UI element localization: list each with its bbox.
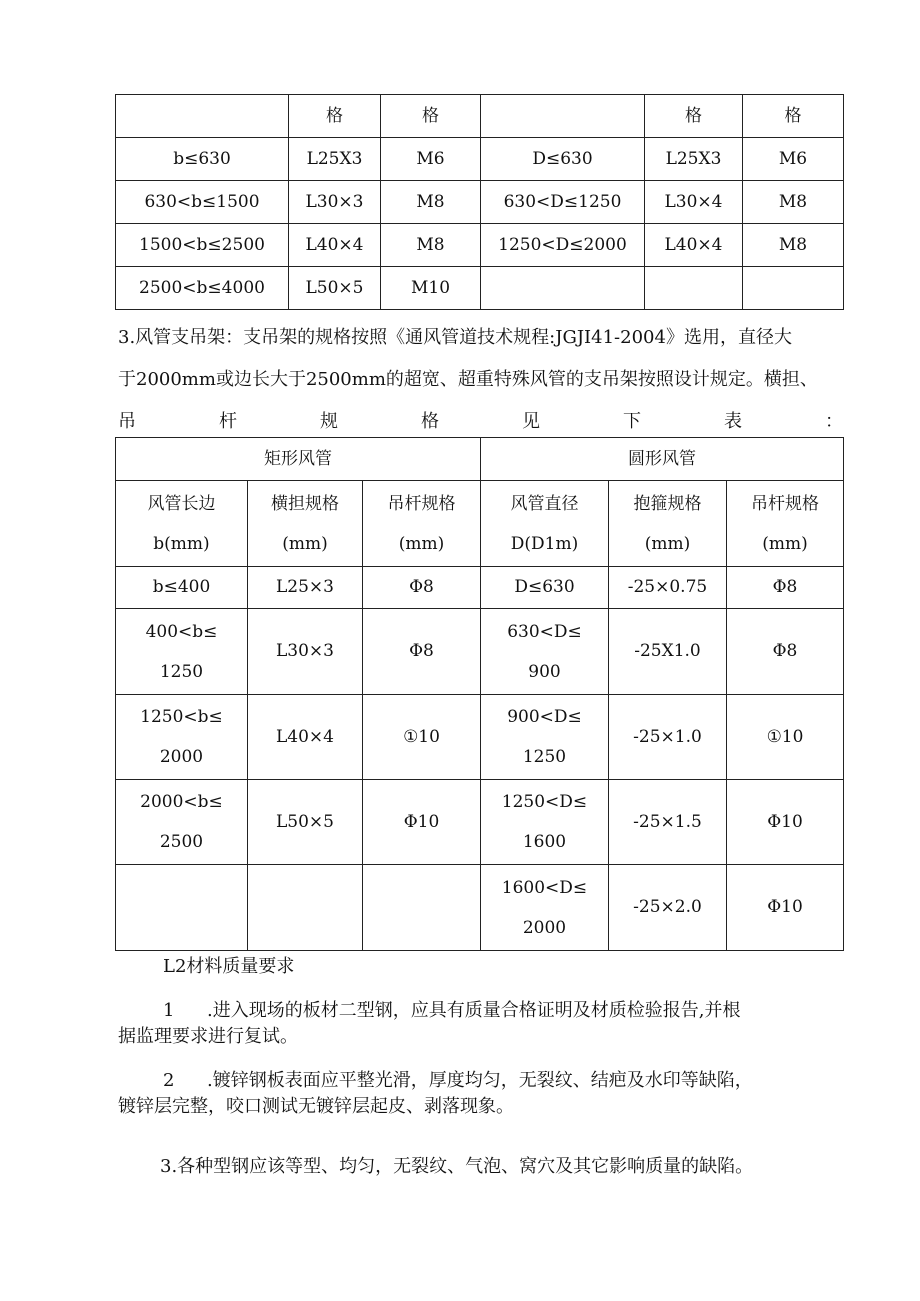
table-cell: D≤630 <box>481 138 645 181</box>
table-cell: b≤630 <box>116 138 289 181</box>
table-cell: L30×3 <box>289 181 381 224</box>
item2-number: 2 <box>163 1070 175 1091</box>
item3-line: 3.各种型钢应该等型、均匀，无裂纹、气泡、窝穴及其它影响质量的缺陷。 <box>160 1156 754 1177</box>
table-cell: M8 <box>743 224 844 267</box>
group-header-rect: 矩形风管 <box>116 438 481 481</box>
table-cell: 格 <box>645 95 743 138</box>
column-header: 风管直径 D(D1m) <box>481 481 609 567</box>
table-cell: L40×4 <box>645 224 743 267</box>
table-cell <box>116 865 248 951</box>
table-cell: 1250<b≤ 2000 <box>116 695 248 780</box>
item1-text: .进入现场的板材二型钢，应具有质量合格证明及材质检验报告,并根 <box>207 1000 741 1021</box>
table-cell: L40×4 <box>248 695 363 780</box>
column-header: 抱箍规格 (mm) <box>609 481 727 567</box>
spread-char: 规 <box>320 411 338 432</box>
table-cell: L25×3 <box>248 567 363 609</box>
table-cell: 2500<b≤4000 <box>116 267 289 310</box>
table-cell: 400<b≤ 1250 <box>116 609 248 695</box>
table-row <box>116 695 844 780</box>
table-cell <box>645 267 743 310</box>
table-cell: Φ10 <box>727 780 844 865</box>
table-cell: L50×5 <box>248 780 363 865</box>
table-cell: ①10 <box>727 695 844 780</box>
spec-table-top <box>115 94 844 310</box>
table-cell: M10 <box>381 267 481 310</box>
table-row <box>116 267 844 310</box>
table-cell <box>481 95 645 138</box>
table-cell <box>116 95 289 138</box>
table-cell: Φ8 <box>363 567 481 609</box>
table-cell: 格 <box>381 95 481 138</box>
table-cell: Φ10 <box>727 865 844 951</box>
spread-char: 见 <box>522 411 540 432</box>
column-header: 横担规格 (mm) <box>248 481 363 567</box>
table-cell: 格 <box>743 95 844 138</box>
table-cell: 630<D≤ 900 <box>481 609 609 695</box>
table-group-header-row <box>116 438 844 481</box>
table-cell: L30×4 <box>645 181 743 224</box>
table-header-row <box>116 481 844 567</box>
table-cell: -25X1.0 <box>609 609 727 695</box>
table-cell: Φ8 <box>727 567 844 609</box>
spread-char: 表 <box>724 411 742 432</box>
spread-char: 吊 <box>118 411 136 432</box>
spread-char: 杆 <box>219 411 237 432</box>
table-cell: ①10 <box>363 695 481 780</box>
table-cell <box>481 267 645 310</box>
item1-number: 1 <box>163 1000 175 1021</box>
table-cell: 900<D≤ 1250 <box>481 695 609 780</box>
table-row <box>116 224 844 267</box>
table-cell: M6 <box>743 138 844 181</box>
spread-char: 格 <box>421 411 439 432</box>
table-cell: 630<b≤1500 <box>116 181 289 224</box>
table-cell: -25×1.5 <box>609 780 727 865</box>
table-cell: Φ8 <box>363 609 481 695</box>
table-cell: 1250<D≤ 1600 <box>481 780 609 865</box>
item1-line2: 据监理要求进行复试。 <box>118 1026 298 1047</box>
column-header: 吊杆规格 (mm) <box>363 481 481 567</box>
table-cell: 1600<D≤ 2000 <box>481 865 609 951</box>
table-cell: M8 <box>743 181 844 224</box>
column-header: 吊杆规格 (mm) <box>727 481 844 567</box>
table-row <box>116 181 844 224</box>
section-heading-l2: L2材料质量要求 <box>163 956 295 977</box>
section3-line2: 于2000mm或边长大于2500mm的超宽、超重特殊风管的支吊架按照设计规定。横担、 <box>118 369 818 390</box>
item2-line2: 镀锌层完整，咬口测试无镀锌层起皮、剥落现象。 <box>118 1096 514 1117</box>
table-cell: 2000<b≤ 2500 <box>116 780 248 865</box>
table-cell: L30×3 <box>248 609 363 695</box>
table-cell: 1500<b≤2500 <box>116 224 289 267</box>
table-cell <box>363 865 481 951</box>
table-cell: M8 <box>381 224 481 267</box>
table-cell: -25×0.75 <box>609 567 727 609</box>
table-cell: M6 <box>381 138 481 181</box>
table-row <box>116 609 844 695</box>
table-cell: 1250<D≤2000 <box>481 224 645 267</box>
table-cell: 格 <box>289 95 381 138</box>
table-cell <box>248 865 363 951</box>
table-cell: L50×5 <box>289 267 381 310</box>
table-row <box>116 567 844 609</box>
table-cell: -25×1.0 <box>609 695 727 780</box>
table-cell: D≤630 <box>481 567 609 609</box>
table-row <box>116 780 844 865</box>
section3-line1: 3.风管支吊架：支吊架的规格按照《通风管道技术规程:JGJI41-2004》选用，直径大 <box>118 327 792 348</box>
item2-text: .镀锌钢板表面应平整光滑，厚度均匀，无裂纹、结疤及水印等缺陷， <box>207 1070 753 1091</box>
table-cell: Φ10 <box>363 780 481 865</box>
table-cell: L25X3 <box>289 138 381 181</box>
group-header-round: 圆形风管 <box>481 438 844 481</box>
table-cell: 630<D≤1250 <box>481 181 645 224</box>
table-cell <box>743 267 844 310</box>
section3-line3 <box>118 407 843 437</box>
table-cell: b≤400 <box>116 567 248 609</box>
table-row <box>116 865 844 951</box>
table-cell: L25X3 <box>645 138 743 181</box>
column-header: 风管长边 b(mm) <box>116 481 248 567</box>
spread-char: ： <box>825 411 843 432</box>
table-cell: Φ8 <box>727 609 844 695</box>
table-cell: L40×4 <box>289 224 381 267</box>
table-row <box>116 95 844 138</box>
spread-char: 下 <box>623 411 641 432</box>
table-cell: -25×2.0 <box>609 865 727 951</box>
support-spec-table <box>115 437 844 951</box>
table-cell: M8 <box>381 181 481 224</box>
table-row <box>116 138 844 181</box>
